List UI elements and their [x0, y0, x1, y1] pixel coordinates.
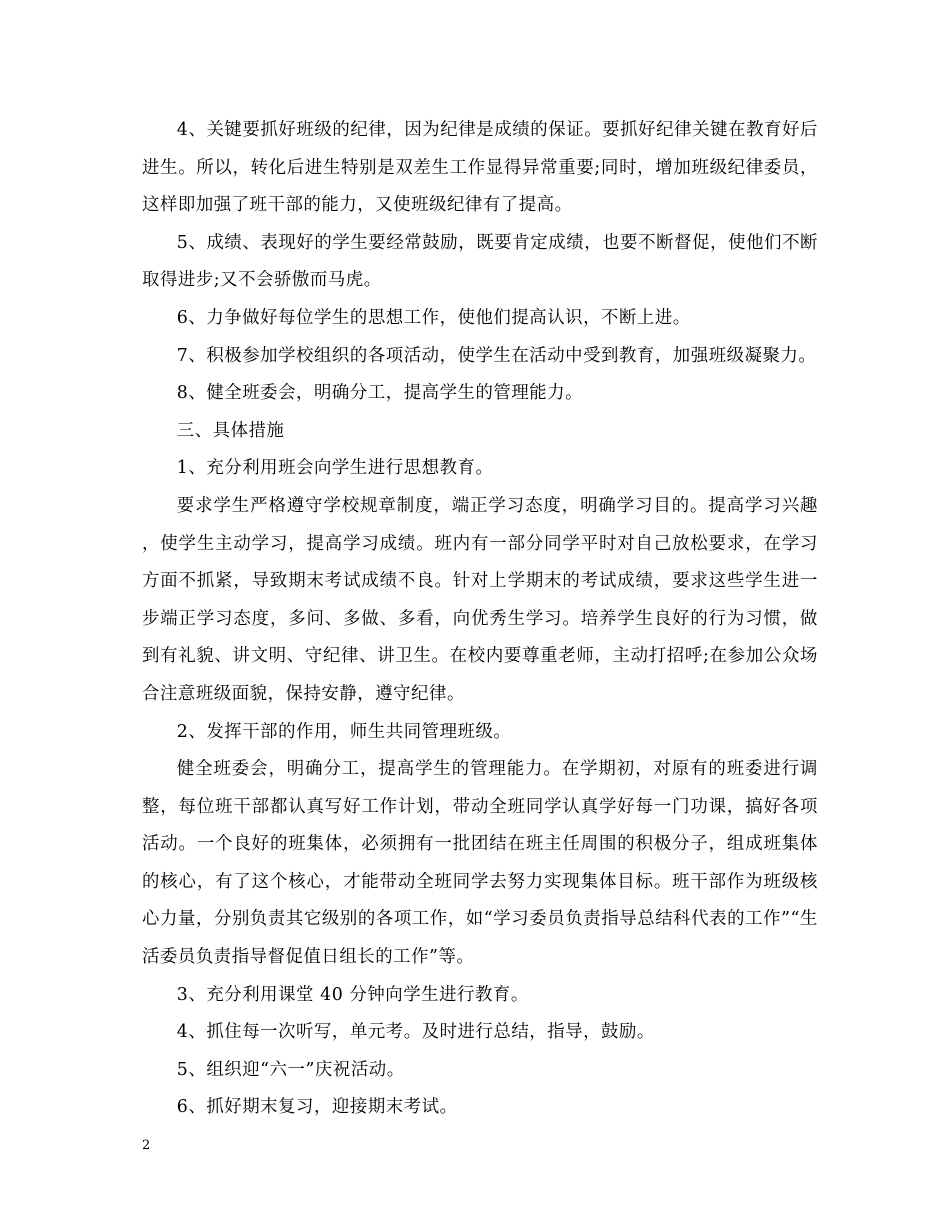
- paragraph-dictation: 4、抓住每一次听写，单元考。及时进行总结，指导，鼓励。: [176, 1022, 655, 1043]
- paragraph-ideology: 6、力争做好每位学生的思想工作，使他们提高认识，不断上进。: [176, 307, 691, 328]
- paragraph-committee-detail: 健全班委会，明确分工，提高学生的管理能力。在学期初，对原有的班委进行调整，每位班干部都认真写好工作计划，带动全班同学认真学好每一门功课，搞好各项活动。一个良好的班集体，必须拥有一批团结在班主任周围的积极分子，组成班集体的核心，有了这个核心，才能带动全班同学去努力实现集体目标。班干部作为班级核心力量，分别负责其它级别的各项工作，如“学习委员负责指导总结科代表的工作”“生活委员负责指导督促值日组长的工作”等。: [142, 759, 818, 968]
- paragraph-requirements: 要求学生严格遵守学校规章制度，端正学习态度，明确学习目的。提高学习兴趣 ，使学生主动学习，提高学习成绩。班内有一部分同学平时对自己放松要求，在学习方面不抓紧，导致期末考试成绩不良。针对上学期末的考试成绩，要求这些学生进一步端正学习态度，多问、多做、多看，向优秀生学习。培养学生良好的行为习惯，做到有礼貌、讲文明、守纪律、讲卫生。在校内要尊重老师，主动打招呼;在参加公众场合注意班级面貌，保持安静，遵守纪律。: [142, 495, 818, 704]
- page-number: 2: [142, 1138, 151, 1153]
- paragraph-class-meeting: 1、充分利用班会向学生进行思想教育。: [176, 458, 494, 479]
- paragraph-cadres: 2、发挥干部的作用，师生共同管理班级。: [176, 721, 512, 742]
- section-heading-measures: 三、具体措施: [176, 420, 285, 441]
- paragraph-discipline: 4、关键要抓好班级的纪律，因为纪律是成绩的保证。要抓好纪律关键在教育好后进生。所以，转化后进生特别是双差生工作显得异常重要;同时，增加班级纪律委员，这样即加强了班干部的能力，又使班级纪律有了提高。: [142, 120, 818, 216]
- paragraph-classroom: 3、充分利用课堂 40 分钟向学生进行教育。: [176, 984, 529, 1005]
- paragraph-activities: 7、积极参加学校组织的各项活动，使学生在活动中受到教育，加强班级凝聚力。: [176, 345, 817, 366]
- paragraph-encourage: 5、成绩、表现好的学生要经常鼓励，既要肯定成绩，也要不断督促，使他们不断取得进步;又不会骄傲而马虎。: [142, 232, 818, 291]
- paragraph-celebration: 5、组织迎“六一”庆祝活动。: [176, 1059, 405, 1080]
- paragraph-final-review: 6、抓好期末复习，迎接期末考试。: [176, 1097, 458, 1118]
- paragraph-class-committee: 8、健全班委会，明确分工，提高学生的管理能力。: [176, 383, 584, 404]
- document-body: [142, 112, 818, 1127]
